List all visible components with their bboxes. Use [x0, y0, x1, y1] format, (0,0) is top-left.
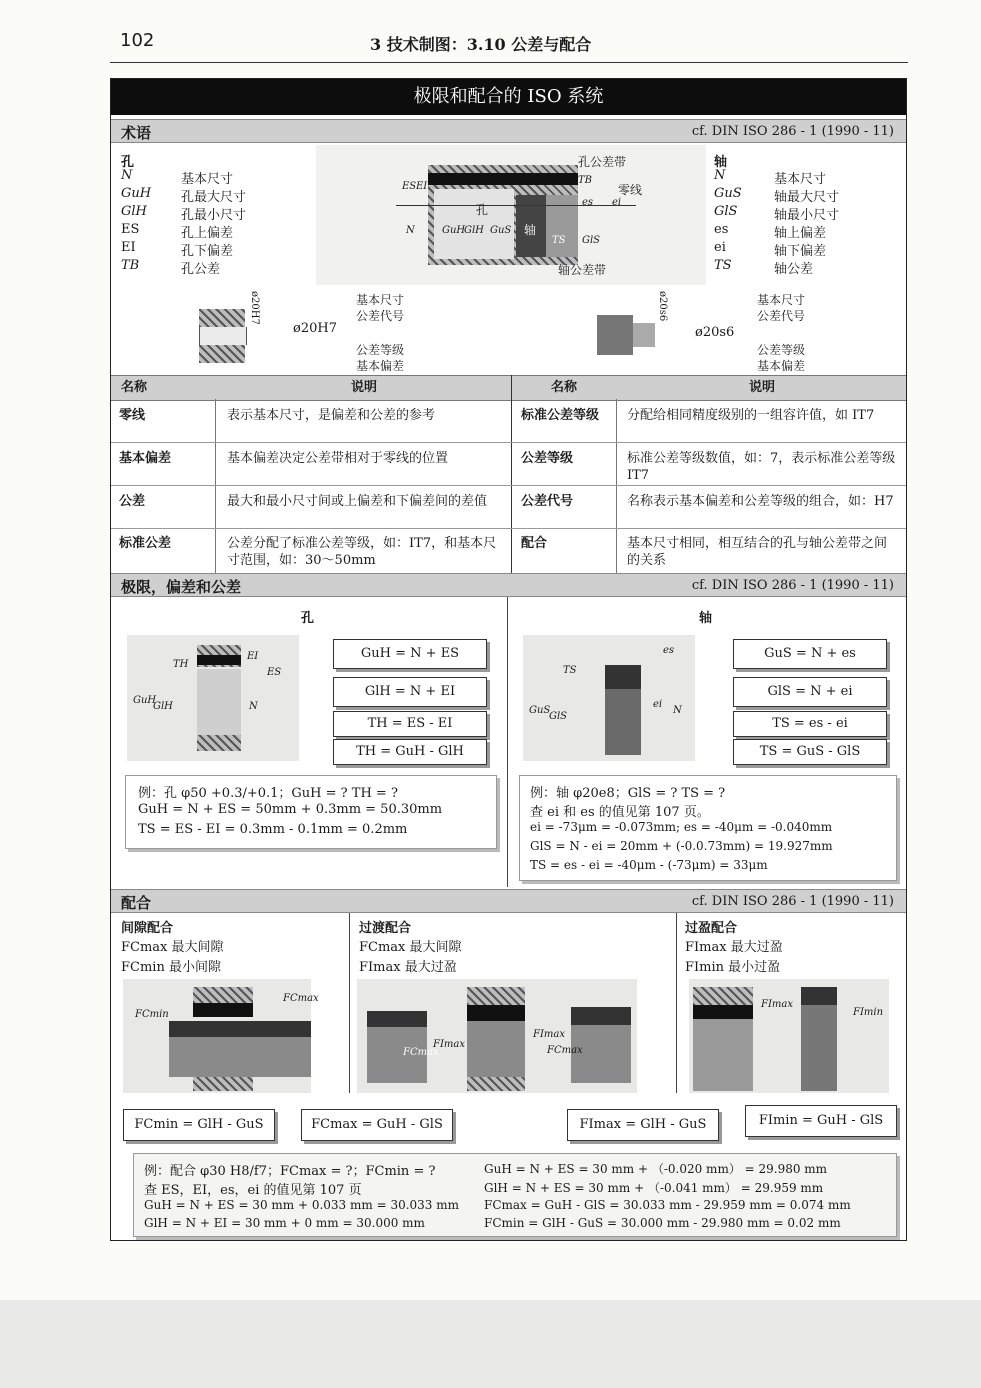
table-row-rule [111, 485, 906, 486]
transition-hole-band [467, 1005, 525, 1021]
dim-GlS: GlS [582, 235, 601, 246]
hole-dim-label: N [249, 701, 258, 712]
shaft-formula-1: GuS = N + es [733, 639, 887, 669]
table-name: 标准公差等级 [521, 408, 600, 423]
hole-example-line: GuH = N + ES = 50mm + 0.3mm = 50.30mm [138, 802, 443, 817]
hole-term: 孔公差 [181, 262, 221, 277]
shaft-example-box [519, 775, 897, 881]
section-limits-ref: cf. DIN ISO 286 - 1 (1990 - 11) [691, 578, 894, 593]
shaft-formula-4: TS = GuS - GlS [733, 739, 887, 765]
shaft-label: 轴 [524, 223, 537, 237]
interference-shaft-band [801, 987, 837, 1005]
shaft-zone-label: 轴公差带 [558, 263, 607, 277]
table-desc: 公差分配了标准公差等级，如：IT7，和基本尺寸范围，如：30～50mm [227, 536, 497, 568]
section-terms-band [111, 119, 906, 143]
table-head: 说明 [351, 380, 378, 395]
definition-table [111, 375, 906, 573]
shaft-dim-text: ø20s6 [657, 291, 668, 322]
table-divider [215, 399, 216, 573]
section-terms-ref: cf. DIN ISO 286 - 1 (1990 - 11) [691, 124, 894, 139]
dim-TS: TS [552, 235, 566, 246]
shaft-formula-3: TS = es - ei [733, 711, 887, 737]
table-name: 公差等级 [521, 451, 574, 466]
hole-dim-label: ES [267, 667, 282, 678]
callout-row [111, 285, 906, 375]
dim-GuH: GuH [442, 225, 466, 236]
interference-fit-l2: FImin 最小过盈 [685, 960, 781, 975]
fit-example-right: GlH = N + ES = 30 mm + （-0.041 mm） = 29.959 mm [484, 1181, 824, 1195]
hole-term: 孔最小尺寸 [181, 208, 247, 223]
table-desc: 基本偏差决定公差带相对于零线的位置 [227, 451, 449, 466]
shaft-dim-label: es [663, 645, 675, 656]
hole-term: 孔上偏差 [181, 226, 234, 241]
clearance-hole-top [193, 987, 253, 1003]
transition-shaft-band [367, 1011, 427, 1027]
hole-sym: ES [121, 222, 140, 237]
shaft-sym: TS [714, 258, 732, 273]
shaft-callout-code: ø20s6 [695, 325, 735, 340]
transition-shaft2-band [571, 1007, 631, 1025]
transition-fit-diagram [357, 979, 637, 1093]
hole-sym: GuH [121, 186, 152, 201]
shaft-terms-heading: 轴 [714, 155, 728, 170]
transition-fit-l2: FImax 最大过盈 [359, 960, 457, 975]
table-name: 基本偏差 [119, 451, 172, 466]
hole-term: 孔最大尺寸 [181, 190, 247, 205]
shaft-sym: GuS [714, 186, 742, 201]
dim-GlH: GlH [464, 225, 484, 236]
table-name: 公差 [119, 494, 146, 509]
table-head: 名称 [121, 380, 148, 395]
table-divider [616, 399, 617, 573]
clearance-fit-diagram [123, 979, 319, 1093]
hole-wall-bottom [197, 735, 241, 751]
hole-bore [197, 669, 241, 735]
shaft-example-line: ei = -73μm = -0.073mm; es = -40μm = -0.040mm [530, 820, 833, 834]
table-head: 说明 [749, 380, 776, 395]
transition-fit-title: 过渡配合 [359, 921, 412, 936]
hole-term: 基本尺寸 [181, 172, 234, 187]
table-header [111, 375, 906, 401]
fit-formula-4: FImin = GuH - GlS [745, 1105, 897, 1137]
fit-example-left: GuH = N + ES = 30 mm + 0.033 mm = 30.033 mm [144, 1198, 460, 1212]
dim-ei: ei [612, 197, 622, 208]
hole-dim-label: GuH [133, 695, 157, 706]
hole-formula-2: GlH = N + EI [333, 677, 487, 707]
clearance-hole-bottom [193, 1077, 253, 1091]
hole-terms [111, 145, 316, 285]
fit-formula-3: FImax = GlH - GuS [567, 1109, 719, 1141]
table-divider [511, 375, 512, 573]
dim-EI: EI [416, 181, 428, 192]
clearance-hole-band [193, 1003, 253, 1017]
section-terms-title: 术语 [121, 124, 152, 142]
hole-callout-l4: 基本偏差 [356, 359, 405, 373]
hole-sym: GlH [121, 204, 147, 219]
interference-fit-title: 过盈配合 [685, 921, 738, 936]
hole-part-bore [199, 327, 247, 345]
table-desc: 最大和最小尺寸间或上偏差和下偏差间的差值 [227, 494, 488, 509]
fit-example-right: GuH = N + ES = 30 mm + （-0.020 mm） = 29.980 mm [484, 1162, 828, 1176]
shaft-sym: GlS [714, 204, 738, 219]
hole-terms-heading: 孔 [121, 155, 135, 170]
tolerance-zone-diagram [316, 145, 706, 285]
table-name: 标准公差 [119, 536, 172, 551]
hole-zone-band [428, 173, 578, 185]
table-name: 公差代号 [521, 494, 574, 509]
shaft-sym: ei [714, 240, 726, 255]
hole-part-bottom [199, 345, 245, 363]
shaft-term: 轴最小尺寸 [774, 208, 840, 223]
shaft-sym: es [714, 222, 729, 237]
table-desc: 表示基本尺寸，是偏差和公差的参考 [227, 408, 436, 423]
shaft-example-line: GlS = N - ei = 20mm + (-0.0.73mm) = 19.927mm [530, 839, 833, 853]
hole-tol-band [197, 655, 241, 665]
hole-sym: TB [121, 258, 140, 273]
shaft-sym: N [714, 168, 726, 183]
fit-dim-label: FCmin [135, 1009, 169, 1020]
hole-example-line: TS = ES - EI = 0.3mm - 0.1mm = 0.2mm [138, 822, 408, 837]
dim-es: es [582, 197, 594, 208]
interference-shaft [801, 1005, 837, 1091]
interference-fit-diagram [689, 979, 889, 1093]
hole-callout-code: ø20H7 [293, 321, 337, 336]
hole-label: 孔 [476, 203, 489, 217]
section-divider [507, 597, 508, 887]
dim-GuS: GuS [490, 225, 512, 236]
shaft-tol-band [605, 665, 641, 689]
hole-dim-label: GlH [153, 701, 173, 712]
dim-N: N [406, 225, 415, 236]
hole-gap [434, 189, 514, 259]
fit-dim-label: FCmax [283, 993, 319, 1004]
transition-hole-bottom [467, 1077, 525, 1091]
shaft-example-line: 查 ei 和 es 的值见第 107 页。 [530, 805, 710, 820]
page-number: 102 [120, 30, 155, 51]
clearance-shaft-band [169, 1021, 311, 1037]
fit-example-left: 查 ES，EI，es，ei 的值见第 107 页 [144, 1183, 362, 1198]
hole-sym: N [121, 168, 133, 183]
section-fits-band [111, 889, 906, 913]
interference-hole-band [693, 1005, 753, 1019]
fit-dim-label: FImax [533, 1029, 565, 1040]
zero-line-label: 零线 [618, 183, 643, 197]
content-frame [110, 78, 907, 1241]
fit-dim-label: FImax [433, 1039, 465, 1050]
fit-example-left: GlH = N + EI = 30 mm + 0 mm = 30.000 mm [144, 1216, 425, 1230]
fit-example-right: FCmin = GlH - GuS = 30.000 mm - 29.980 mm = 0.02 mm [484, 1216, 841, 1230]
hole-formula-4: TH = GuH - GlH [333, 739, 487, 765]
fit-formula-1: FCmin = GlH - GuS [123, 1109, 275, 1141]
table-head: 名称 [551, 380, 578, 395]
hole-col-title: 孔 [301, 611, 315, 626]
table-desc: 标准公差等级数值，如：7，表示标准公差等级 IT7 [627, 451, 896, 483]
hole-dim-label: EI [247, 651, 259, 662]
shaft-formula-2: GlS = N + ei [733, 677, 887, 707]
clearance-fit-l2: FCmin 最小间隙 [121, 960, 221, 975]
hole-formula-1: GuH = N + ES [333, 639, 487, 669]
table-row-rule [111, 528, 906, 529]
shaft-term: 轴下偏差 [774, 244, 827, 259]
shaft-term: 轴公差 [774, 262, 814, 277]
shaft-example-line: TS = es - ei = -40μm - (-73μm) = 33μm [530, 858, 768, 872]
shaft-dim-label: GuS [529, 705, 551, 716]
page-header: 3 技术制图：3.10 公差与配合 [370, 35, 592, 54]
dim-TB: TB [578, 175, 593, 186]
hole-sym: EI [121, 240, 136, 255]
interference-fit-l1: FImax 最大过盈 [685, 940, 783, 955]
shaft-term: 基本尺寸 [774, 172, 827, 187]
fit-formula-2: FCmax = GuH - GlS [301, 1109, 453, 1141]
shaft-dim-label: N [673, 705, 682, 716]
table-desc: 基本尺寸相同，相互结合的孔与轴公差带之间的关系 [627, 536, 888, 568]
shaft-col-title: 轴 [699, 611, 713, 626]
hole-example-box [125, 775, 497, 849]
fit-divider [349, 913, 350, 1093]
shaft-example-line: 例：轴 φ20e8；GlS = ? TS = ? [530, 786, 726, 801]
fit-dim-label: FImin [853, 1007, 884, 1018]
hole-callout-l3: 公差等级 [356, 343, 405, 357]
shaft-part-head [597, 315, 633, 355]
table-row-rule [111, 442, 906, 443]
fit-dim-label: FCmax [547, 1045, 583, 1056]
table-desc: 名称表示基本偏差和公差等级的组合，如：H7 [627, 494, 894, 509]
section-fits-ref: cf. DIN ISO 286 - 1 (1990 - 11) [691, 894, 894, 909]
section-limits-band [111, 573, 906, 597]
shaft-terms [706, 145, 906, 285]
hole-dim-text: ø20H7 [249, 291, 260, 325]
fit-example-box [133, 1153, 897, 1237]
transition-fit-body [467, 1021, 525, 1077]
shaft-dim-label: GlS [549, 711, 568, 722]
hole-dim-label: TH [173, 659, 189, 670]
table-name: 零线 [119, 408, 146, 423]
clearance-fit-title: 间隙配合 [121, 921, 174, 936]
fit-dim-label: FImax [761, 999, 793, 1010]
zero-line [396, 205, 636, 206]
hole-term: 孔下偏差 [181, 244, 234, 259]
main-title: 极限和配合的 ISO 系统 [111, 79, 906, 115]
transition-fit-l1: FCmax 最大间隙 [359, 940, 462, 955]
shaft-dim-label: ei [653, 699, 663, 710]
header-rule [110, 62, 908, 63]
hole-example-line: 例：孔 φ50 +0.3/+0.1；GuH = ? TH = ? [138, 786, 398, 801]
table-desc: 分配给相同精度级别的一组容许值，如 IT7 [627, 408, 875, 423]
table-name: 配合 [521, 536, 548, 551]
shaft-part-pin [633, 323, 655, 347]
shaft-limits-diagram [523, 635, 695, 761]
section-limits-title: 极限，偏差和公差 [121, 578, 242, 596]
hole-callout-l1: 基本尺寸 [356, 293, 405, 307]
transition-hole-top [467, 987, 525, 1005]
hole-zone-label: 孔公差带 [578, 155, 627, 169]
dim-ES: ES [402, 181, 417, 192]
shaft-callout-l4: 基本偏差 [757, 359, 806, 373]
fit-divider [676, 913, 677, 1093]
fit-example-left: 例：配合 φ30 H8/f7；FCmax = ?；FCmin = ? [144, 1164, 436, 1179]
interference-hole-top [693, 987, 753, 1005]
hole-part-top [199, 309, 245, 327]
section-fits-title: 配合 [121, 894, 152, 912]
shaft-callout-l1: 基本尺寸 [757, 293, 806, 307]
fit-example-right: FCmax = GuH - GlS = 30.033 mm - 29.959 mm = 0.074 mm [484, 1198, 851, 1212]
shaft-callout-l3: 公差等级 [757, 343, 806, 357]
hole-formula-3: TH = ES - EI [333, 711, 487, 737]
fit-dim-label: FCmax [403, 1047, 439, 1058]
clearance-fit-l1: FCmax 最大间隙 [121, 940, 224, 955]
shaft-callout-l2: 公差代号 [757, 309, 806, 323]
shaft-term: 轴最大尺寸 [774, 190, 840, 205]
shaft-dim-label: TS [563, 665, 577, 676]
interference-hole-body [693, 1019, 753, 1091]
hole-callout-l2: 公差代号 [356, 309, 405, 323]
clearance-shaft [169, 1037, 311, 1077]
shaft-term: 轴上偏差 [774, 226, 827, 241]
hole-limits-diagram [127, 635, 299, 761]
